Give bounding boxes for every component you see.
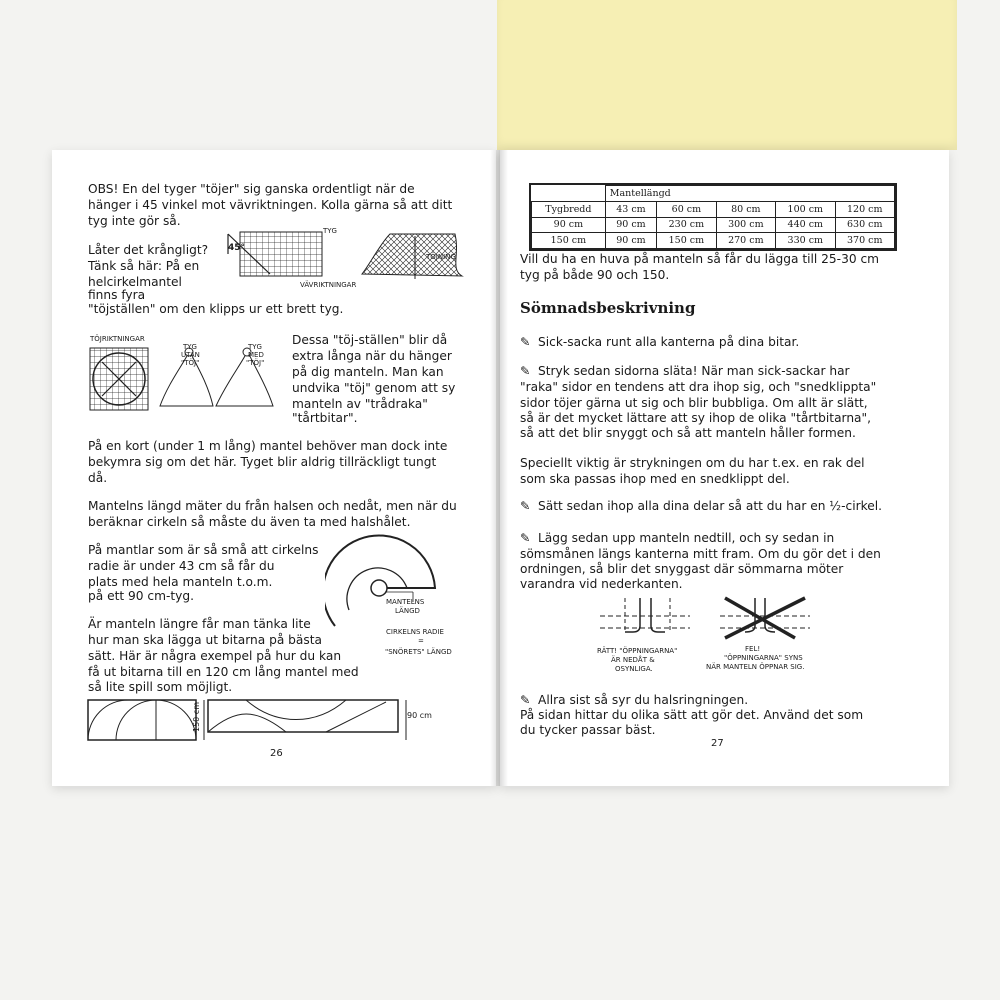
- table-cell: 270 cm: [716, 233, 775, 249]
- text-line: tyg på både 90 och 150.: [520, 268, 670, 282]
- text-line: helcirkelmantel: [88, 275, 182, 289]
- table-row: [532, 233, 895, 249]
- text-line: Lägg sedan upp manteln nedtill, och sy sedan in: [538, 531, 835, 545]
- fig-label: FEL!: [745, 645, 761, 653]
- yellow-paper: [497, 0, 957, 150]
- table-cell: 440 cm: [776, 217, 835, 233]
- text-line: Speciellt viktig är strykningen om du har t.ex. en rak del: [520, 456, 865, 470]
- angle-label: 45°: [228, 243, 246, 253]
- table-cell: 330 cm: [776, 233, 835, 249]
- text-line: på ett 90 cm-tyg.: [88, 589, 194, 603]
- bullet-icon: ✎: [520, 335, 531, 349]
- table-header: Mantellängd: [605, 186, 894, 202]
- text-line: extra långa när du hänger: [292, 349, 452, 363]
- table-cell: 90 cm: [605, 217, 656, 233]
- table-cell: 100 cm: [776, 201, 835, 217]
- text-line: Sick-sacka runt alla kanterna på dina bitar.: [538, 335, 800, 349]
- fig-label: CIRKELNS RADIE: [386, 628, 444, 636]
- bullet-icon: ✎: [520, 693, 531, 707]
- text-line: få ut bitarna till en 120 cm lång mantel med: [88, 665, 359, 679]
- fig-label: MANTELNS: [386, 598, 425, 606]
- table-cell: 120 cm: [835, 201, 894, 217]
- text-line: Tänk så här: På en: [88, 259, 200, 273]
- text-line: så att det blir snyggt och så att manteln håller formen.: [520, 426, 856, 440]
- fig-label: MED: [248, 351, 264, 359]
- text-line: Dessa "töj-ställen" blir då: [292, 333, 448, 347]
- table-cell: 630 cm: [835, 217, 894, 233]
- fig-label: TÖJRIKTNINGAR: [90, 335, 145, 343]
- text-line: så lite spill som möjligt.: [88, 680, 233, 694]
- text-line: "töjställen" om den klipps ur ett brett tyg.: [88, 302, 344, 316]
- fig-label: RÄTT! "ÖPPNINGARNA": [597, 647, 678, 655]
- fig-label: 90 cm: [407, 711, 432, 720]
- text-line: På en kort (under 1 m lång) mantel behöver man dock inte: [88, 439, 448, 453]
- fig-label: OSYNLIGA.: [615, 665, 653, 673]
- text-line: Vill du ha en huva på manteln så får du lägga till 25-30 cm: [520, 252, 880, 266]
- text-line: varandra vid nederkanten.: [520, 577, 683, 591]
- book-spine: [490, 150, 508, 786]
- table-cell: 43 cm: [605, 201, 656, 217]
- text-line: undvika "töj" genom att sy: [292, 381, 456, 395]
- text-line: finns fyra: [88, 288, 146, 302]
- length-table: [529, 183, 897, 251]
- text-line: På mantlar som är så små att cirkelns: [88, 543, 319, 557]
- text-line: På sidan hittar du olika sätt att gör det. Använd det som: [520, 708, 864, 722]
- text-line: Sätt sedan ihop alla dina delar så att du har en ½-cirkel.: [538, 499, 882, 513]
- fig-label: 150 cm: [192, 702, 201, 733]
- table-cell: 370 cm: [835, 233, 894, 249]
- page-number: 27: [711, 738, 724, 749]
- table-cell: 90 cm: [532, 217, 606, 233]
- fig-label: "TÖJ": [181, 359, 200, 367]
- text-line: tyg inte gör så.: [88, 214, 181, 228]
- fig-label: TÖJNING: [426, 253, 456, 261]
- text-line: Allra sist så syr du halsringningen.: [538, 693, 749, 707]
- table-row: [532, 201, 895, 217]
- fig-label: ÄR NEDÅT &: [611, 656, 655, 664]
- table-cell: 300 cm: [716, 217, 775, 233]
- text-line: Stryk sedan sidorna släta! När man sick-sackar har: [538, 364, 850, 378]
- text-line: Låter det krångligt?: [88, 243, 209, 257]
- text-line: hur man ska lägga ut bitarna på bästa: [88, 633, 322, 647]
- text-line: så är det mycket lättare att sy ihop de olika "tårtbitarna",: [520, 411, 872, 425]
- fig-label: LÄNGD: [395, 607, 420, 615]
- fig-label: "TÖJ": [246, 359, 265, 367]
- table-cell: 150 cm: [657, 233, 716, 249]
- table-cell: 80 cm: [716, 201, 775, 217]
- text-line: då.: [88, 471, 108, 485]
- text-line: bekymra sig om det här. Tyget blir aldrig tillräckligt tungt: [88, 455, 437, 469]
- seam-diagram: [595, 594, 825, 644]
- text-line: sätt. Här är några exempel på hur du kan: [88, 649, 342, 663]
- fig-label: =: [418, 637, 424, 645]
- table-cell: 60 cm: [657, 201, 716, 217]
- table-row: [532, 217, 895, 233]
- text-line: "raka" sidor en tendens att dra ihop sig, och "snedklippta": [520, 380, 877, 394]
- text-line: OBS! En del tyger "töjer" sig ganska ordentligt när de: [88, 182, 415, 196]
- table-cell: 90 cm: [605, 233, 656, 249]
- text-line: som ska passas ihop med en snedklippt del.: [520, 472, 790, 486]
- fig-label: TYG: [183, 343, 197, 351]
- layout-diagram: [86, 698, 436, 744]
- text-line: ordningen, så blir det snyggast där sömmarna möter: [520, 562, 844, 576]
- table-cell: Tygbredd: [532, 201, 606, 217]
- text-line: sidor töjer gärna ut sig och blir bubbliga. Om allt är slätt,: [520, 396, 868, 410]
- fig-label: NÄR MANTELN ÖPPNAR SIG.: [706, 663, 805, 671]
- fig-label: "ÖPPNINGARNA" SYNS: [724, 654, 803, 662]
- page-number: 26: [270, 748, 283, 759]
- text-line: sömsmånen längs kanterna mitt fram. Om du gör det i den: [520, 547, 881, 561]
- table-cell: 150 cm: [532, 233, 606, 249]
- fig-label: TYG: [323, 227, 337, 235]
- bullet-icon: ✎: [520, 531, 531, 545]
- fig-label: TYG: [248, 343, 262, 351]
- text-line: du tycker passar bäst.: [520, 723, 656, 737]
- section-heading: Sömnadsbeskrivning: [520, 299, 696, 317]
- text-line: på dig manteln. Man kan: [292, 365, 444, 379]
- fig-label: VÄVRIKTNINGAR: [300, 281, 357, 289]
- fig-label: UTAN: [181, 351, 200, 359]
- text-line: Är manteln längre får man tänka lite: [88, 617, 311, 631]
- table-cell: 230 cm: [657, 217, 716, 233]
- text-line: "tårtbitar".: [292, 411, 358, 425]
- text-line: radie är under 43 cm så får du: [88, 559, 275, 573]
- text-line: manteln av "trådraka": [292, 397, 428, 411]
- bullet-icon: ✎: [520, 499, 531, 513]
- fig-label: "SNÖRETS" LÄNGD: [385, 648, 452, 656]
- text-line: Mantelns längd mäter du från halsen och nedåt, men när du: [88, 499, 457, 513]
- text-line: beräknar cirkeln så måste du även ta med halshålet.: [88, 515, 411, 529]
- text-line: plats med hela manteln t.o.m.: [88, 575, 273, 589]
- bullet-icon: ✎: [520, 364, 531, 378]
- text-line: hänger i 45 vinkel mot vävriktningen. Kolla gärna så att ditt: [88, 198, 453, 212]
